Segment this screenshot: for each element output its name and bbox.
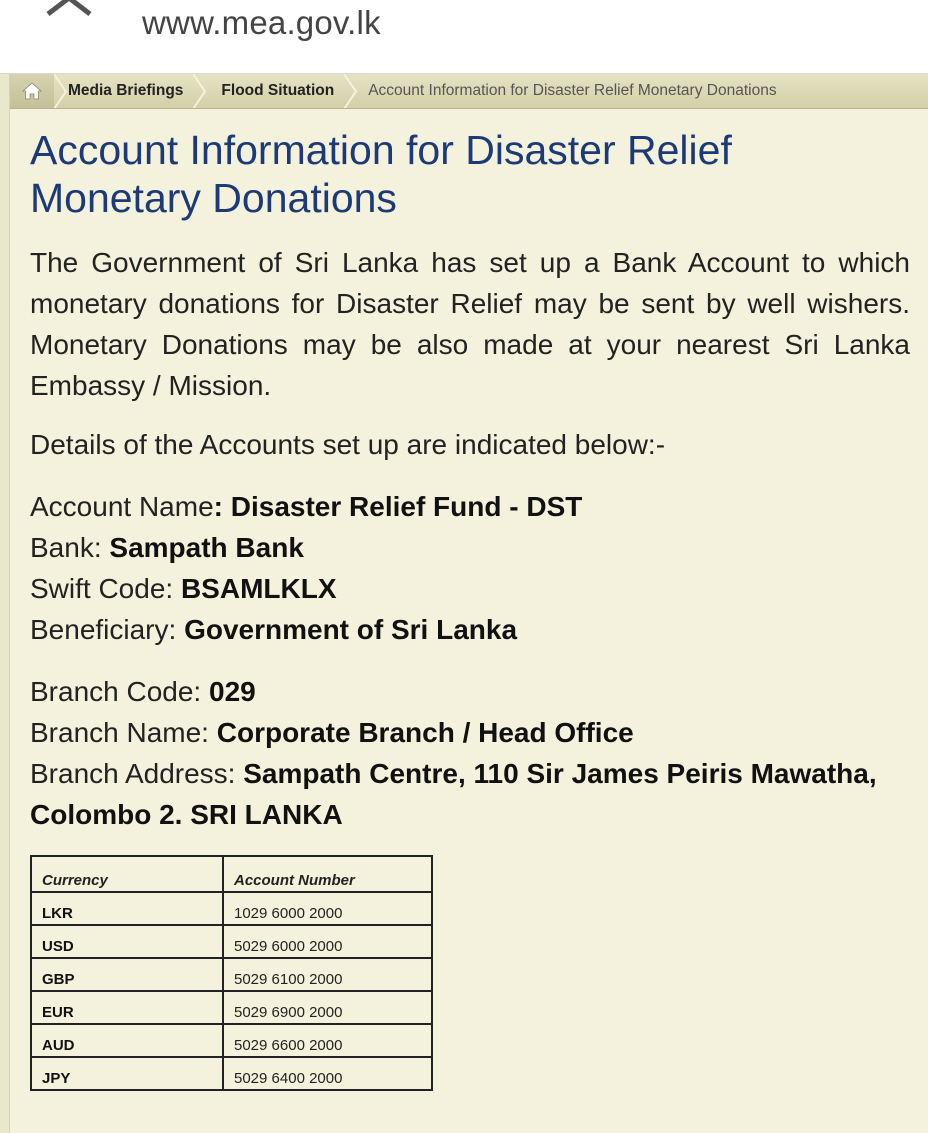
- breadcrumb-separator: [193, 74, 207, 109]
- breadcrumb-label[interactable]: Media Briefings: [68, 82, 184, 99]
- breadcrumb-item-media-briefings[interactable]: [54, 74, 207, 109]
- column-header-currency: Currency: [31, 856, 223, 892]
- table-row: [31, 925, 432, 958]
- table-row: [31, 1024, 432, 1057]
- main-content: [30, 126, 910, 835]
- breadcrumb-home[interactable]: [10, 74, 54, 109]
- account-number-cell: 1029 6000 2000: [223, 892, 432, 925]
- branch-address-label: Branch Address:: [30, 758, 244, 789]
- currency-cell: USD: [31, 925, 223, 958]
- breadcrumb-current: [358, 74, 790, 109]
- account-name-label: Account Name: [30, 491, 214, 522]
- breadcrumb-item-flood-situation[interactable]: [207, 74, 358, 109]
- branch-address-line: [30, 753, 910, 835]
- beneficiary-value: Government of Sri Lanka: [184, 614, 518, 645]
- account-number-cell: 5029 6600 2000: [223, 1024, 432, 1057]
- account-number-cell: 5029 6900 2000: [223, 991, 432, 1024]
- currency-cell: LKR: [31, 892, 223, 925]
- bank-label: Bank:: [30, 532, 110, 563]
- close-icon[interactable]: [44, 0, 94, 18]
- account-name-line: [30, 486, 910, 527]
- beneficiary-label: Beneficiary:: [30, 614, 185, 645]
- bank-value: Sampath Bank: [109, 532, 304, 563]
- currency-cell: GBP: [31, 958, 223, 991]
- table-header-row: [31, 856, 432, 892]
- column-header-account-number: Account Number: [223, 856, 432, 892]
- currency-cell: JPY: [31, 1057, 223, 1090]
- browser-url-bar[interactable]: [0, 0, 928, 74]
- currency-cell: AUD: [31, 1024, 223, 1057]
- bank-line: [30, 527, 910, 568]
- account-name-value: : Disaster Relief Fund - DST: [213, 491, 583, 522]
- url-text[interactable]: www.mea.gov.lk: [142, 4, 381, 41]
- branch-info: [30, 671, 910, 835]
- swift-label: Swift Code:: [30, 573, 181, 604]
- breadcrumb-label[interactable]: Flood Situation: [221, 82, 335, 99]
- table-row: [31, 892, 432, 925]
- branch-code-value: 029: [209, 676, 256, 707]
- page-title: Account Information for Disaster Relief Monetary Donations: [30, 127, 732, 221]
- account-info: [30, 486, 910, 650]
- breadcrumb-current-label: Account Information for Disaster Relief Monetary Donations: [368, 82, 777, 99]
- swift-line: [30, 568, 910, 609]
- currency-cell: EUR: [31, 991, 223, 1024]
- branch-code-label: Branch Code:: [30, 676, 209, 707]
- home-icon: [22, 82, 42, 100]
- branch-name-line: [30, 712, 910, 753]
- branch-name-label: Branch Name:: [30, 717, 217, 748]
- branch-address-value: Sampath Centre, 110 Sir James Peiris Mawatha, Colombo 2. SRI LANKA: [30, 758, 877, 830]
- table-row: [31, 991, 432, 1024]
- details-intro: Details of the Accounts set up are indicated below:-: [30, 429, 666, 460]
- intro-paragraph: The Government of Sri Lanka has set up a Bank Account to which monetary donations for Disaster Relief may be sent by well wishers. Monetary Donations may be also made at your nearest Sri Lanka Embassy / Mission.: [30, 247, 910, 401]
- account-table: [30, 855, 433, 1091]
- account-number-cell: 5029 6100 2000: [223, 958, 432, 991]
- account-number-cell: 5029 6400 2000: [223, 1057, 432, 1090]
- page-left-edge: [0, 74, 10, 1133]
- account-number-cell: 5029 6000 2000: [223, 925, 432, 958]
- breadcrumb: [10, 74, 928, 109]
- swift-value: BSAMLKLX: [180, 573, 337, 604]
- branch-name-value: Corporate Branch / Head Office: [216, 717, 634, 748]
- table-row: [31, 958, 432, 991]
- table-row: [31, 1057, 432, 1090]
- beneficiary-line: [30, 609, 910, 650]
- breadcrumb-separator: [344, 74, 358, 109]
- branch-code-line: [30, 671, 910, 712]
